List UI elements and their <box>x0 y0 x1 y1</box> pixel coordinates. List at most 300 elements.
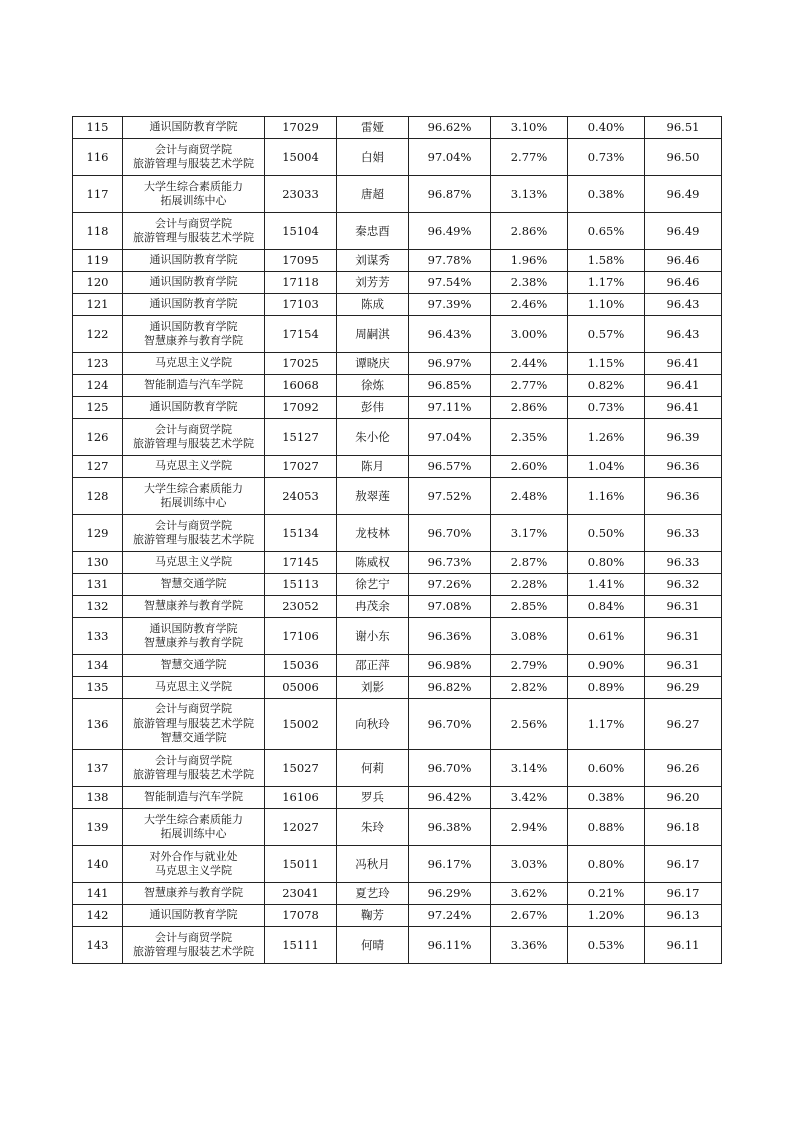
college-cell <box>123 139 265 176</box>
ranking-table <box>72 116 722 964</box>
id-cell: 16068 <box>265 375 337 397</box>
table-row <box>73 787 722 809</box>
college-line: 会计与商贸学院 <box>155 753 232 767</box>
name-cell: 邵正萍 <box>337 655 409 677</box>
percent-cell-2: 2.48% <box>491 478 568 515</box>
table-row <box>73 699 722 750</box>
percent-cell-3: 0.50% <box>568 515 645 552</box>
rank-cell: 127 <box>73 456 123 478</box>
college-line: 拓展训练中心 <box>160 496 227 509</box>
college-cell <box>123 699 265 750</box>
name-cell: 何莉 <box>337 750 409 787</box>
college-line: 智慧康养与教育学院 <box>144 599 243 613</box>
name-cell: 谭晓庆 <box>337 353 409 375</box>
percent-cell-1: 96.73% <box>409 552 491 574</box>
score-cell: 96.36 <box>645 478 722 515</box>
rank-cell: 132 <box>73 596 123 618</box>
rank-cell: 119 <box>73 250 123 272</box>
college-cell <box>123 176 265 213</box>
score-cell: 96.11 <box>645 927 722 964</box>
table-row <box>73 419 722 456</box>
id-cell: 17118 <box>265 272 337 294</box>
rank-cell: 140 <box>73 846 123 883</box>
rank-cell: 137 <box>73 750 123 787</box>
name-cell: 谢小东 <box>337 618 409 655</box>
percent-cell-1: 96.82% <box>409 677 491 699</box>
college-line: 会计与商贸学院 <box>155 930 232 944</box>
percent-cell-1: 96.17% <box>409 846 491 883</box>
rank-cell: 143 <box>73 927 123 964</box>
percent-cell-1: 96.36% <box>409 618 491 655</box>
percent-cell-1: 97.04% <box>409 139 491 176</box>
college-cell <box>123 787 265 809</box>
table-body <box>73 117 722 964</box>
name-cell: 徐炼 <box>337 375 409 397</box>
table-row <box>73 294 722 316</box>
percent-cell-3: 0.53% <box>568 927 645 964</box>
table-row <box>73 905 722 927</box>
rank-cell: 142 <box>73 905 123 927</box>
percent-cell-3: 0.82% <box>568 375 645 397</box>
college-line: 通识国防教育学院 <box>149 120 238 134</box>
percent-cell-3: 1.17% <box>568 699 645 750</box>
rank-cell: 138 <box>73 787 123 809</box>
college-cell <box>123 677 265 699</box>
college-cell <box>123 618 265 655</box>
percent-cell-2: 2.60% <box>491 456 568 478</box>
name-cell: 罗兵 <box>337 787 409 809</box>
score-cell: 96.36 <box>645 456 722 478</box>
id-cell: 12027 <box>265 809 337 846</box>
percent-cell-3: 0.73% <box>568 139 645 176</box>
name-cell: 陈威权 <box>337 552 409 574</box>
percent-cell-2: 3.13% <box>491 176 568 213</box>
id-cell: 17145 <box>265 552 337 574</box>
percent-cell-3: 0.73% <box>568 397 645 419</box>
name-cell: 陈成 <box>337 294 409 316</box>
rank-cell: 133 <box>73 618 123 655</box>
name-cell: 唐超 <box>337 176 409 213</box>
college-line: 马克思主义学院 <box>155 356 232 370</box>
name-cell: 敖翠莲 <box>337 478 409 515</box>
percent-cell-2: 2.28% <box>491 574 568 596</box>
percent-cell-1: 96.87% <box>409 176 491 213</box>
college-line: 会计与商贸学院 <box>155 142 232 156</box>
college-cell <box>123 353 265 375</box>
name-cell: 彭伟 <box>337 397 409 419</box>
percent-cell-3: 0.38% <box>568 176 645 213</box>
percent-cell-2: 2.46% <box>491 294 568 316</box>
college-line: 大学生综合素质能力 <box>144 812 243 826</box>
college-line: 旅游管理与服装艺术学院 <box>133 768 254 781</box>
id-cell: 17103 <box>265 294 337 316</box>
name-cell: 刘芳芳 <box>337 272 409 294</box>
college-line: 会计与商贸学院 <box>155 702 232 716</box>
id-cell: 23041 <box>265 883 337 905</box>
percent-cell-1: 97.11% <box>409 397 491 419</box>
college-line: 拓展训练中心 <box>160 827 227 840</box>
rank-cell: 136 <box>73 699 123 750</box>
rank-cell: 128 <box>73 478 123 515</box>
percent-cell-1: 96.62% <box>409 117 491 139</box>
college-line: 马克思主义学院 <box>155 555 232 569</box>
college-line: 马克思主义学院 <box>155 680 232 694</box>
percent-cell-3: 0.88% <box>568 809 645 846</box>
percent-cell-1: 97.24% <box>409 905 491 927</box>
college-line: 大学生综合素质能力 <box>144 179 243 193</box>
college-cell <box>123 596 265 618</box>
college-line: 智能制造与汽车学院 <box>144 378 243 392</box>
percent-cell-1: 97.78% <box>409 250 491 272</box>
percent-cell-3: 0.90% <box>568 655 645 677</box>
percent-cell-2: 2.79% <box>491 655 568 677</box>
id-cell: 15104 <box>265 213 337 250</box>
name-cell: 何晴 <box>337 927 409 964</box>
percent-cell-1: 96.70% <box>409 750 491 787</box>
name-cell: 秦忠酉 <box>337 213 409 250</box>
percent-cell-3: 1.41% <box>568 574 645 596</box>
college-line: 通识国防教育学院 <box>149 621 238 635</box>
percent-cell-2: 3.17% <box>491 515 568 552</box>
rank-cell: 122 <box>73 316 123 353</box>
score-cell: 96.33 <box>645 515 722 552</box>
rank-cell: 116 <box>73 139 123 176</box>
table-row <box>73 139 722 176</box>
percent-cell-2: 2.86% <box>491 397 568 419</box>
score-cell: 96.13 <box>645 905 722 927</box>
percent-cell-3: 0.65% <box>568 213 645 250</box>
table-row <box>73 250 722 272</box>
name-cell: 周嗣淇 <box>337 316 409 353</box>
college-line: 智慧交通学院 <box>160 577 227 591</box>
name-cell: 朱玲 <box>337 809 409 846</box>
college-line: 通识国防教育学院 <box>149 400 238 414</box>
percent-cell-1: 97.52% <box>409 478 491 515</box>
percent-cell-2: 2.77% <box>491 139 568 176</box>
percent-cell-3: 1.58% <box>568 250 645 272</box>
percent-cell-3: 1.26% <box>568 419 645 456</box>
name-cell: 徐艺宁 <box>337 574 409 596</box>
name-cell: 龙枝林 <box>337 515 409 552</box>
table-row <box>73 272 722 294</box>
rank-cell: 115 <box>73 117 123 139</box>
college-cell <box>123 750 265 787</box>
percent-cell-3: 0.80% <box>568 846 645 883</box>
percent-cell-2: 2.38% <box>491 272 568 294</box>
percent-cell-2: 3.42% <box>491 787 568 809</box>
table-row <box>73 883 722 905</box>
college-cell <box>123 250 265 272</box>
percent-cell-2: 3.10% <box>491 117 568 139</box>
percent-cell-2: 2.86% <box>491 213 568 250</box>
table-row <box>73 809 722 846</box>
score-cell: 96.43 <box>645 294 722 316</box>
percent-cell-1: 96.70% <box>409 699 491 750</box>
rank-cell: 118 <box>73 213 123 250</box>
score-cell: 96.29 <box>645 677 722 699</box>
percent-cell-3: 1.15% <box>568 353 645 375</box>
name-cell: 朱小伦 <box>337 419 409 456</box>
table-row <box>73 397 722 419</box>
score-cell: 96.46 <box>645 272 722 294</box>
name-cell: 向秋玲 <box>337 699 409 750</box>
percent-cell-2: 2.77% <box>491 375 568 397</box>
name-cell: 夏艺玲 <box>337 883 409 905</box>
college-line: 通识国防教育学院 <box>149 253 238 267</box>
id-cell: 15011 <box>265 846 337 883</box>
score-cell: 96.41 <box>645 353 722 375</box>
rank-cell: 121 <box>73 294 123 316</box>
college-cell <box>123 375 265 397</box>
score-cell: 96.50 <box>645 139 722 176</box>
score-cell: 96.33 <box>645 552 722 574</box>
table-row <box>73 478 722 515</box>
college-cell <box>123 478 265 515</box>
college-line: 智能制造与汽车学院 <box>144 790 243 804</box>
score-cell: 96.31 <box>645 618 722 655</box>
table-row <box>73 375 722 397</box>
percent-cell-3: 1.04% <box>568 456 645 478</box>
score-cell: 96.49 <box>645 176 722 213</box>
college-cell <box>123 213 265 250</box>
college-cell <box>123 316 265 353</box>
percent-cell-3: 1.20% <box>568 905 645 927</box>
percent-cell-2: 2.82% <box>491 677 568 699</box>
college-line: 通识国防教育学院 <box>149 908 238 922</box>
college-cell <box>123 419 265 456</box>
percent-cell-1: 97.08% <box>409 596 491 618</box>
percent-cell-1: 96.29% <box>409 883 491 905</box>
id-cell: 17027 <box>265 456 337 478</box>
id-cell: 16106 <box>265 787 337 809</box>
rank-cell: 130 <box>73 552 123 574</box>
score-cell: 96.32 <box>645 574 722 596</box>
percent-cell-3: 0.89% <box>568 677 645 699</box>
rank-cell: 139 <box>73 809 123 846</box>
percent-cell-2: 2.85% <box>491 596 568 618</box>
rank-cell: 141 <box>73 883 123 905</box>
college-cell <box>123 883 265 905</box>
percent-cell-3: 1.10% <box>568 294 645 316</box>
college-line: 智慧交通学院 <box>160 731 227 745</box>
id-cell: 17095 <box>265 250 337 272</box>
college-line: 大学生综合素质能力 <box>144 481 243 495</box>
table-row <box>73 117 722 139</box>
name-cell: 冯秋月 <box>337 846 409 883</box>
percent-cell-1: 96.43% <box>409 316 491 353</box>
percent-cell-2: 1.96% <box>491 250 568 272</box>
percent-cell-3: 0.80% <box>568 552 645 574</box>
percent-cell-2: 3.00% <box>491 316 568 353</box>
college-line: 会计与商贸学院 <box>155 422 232 436</box>
college-line: 旅游管理与服装艺术学院 <box>133 716 254 730</box>
rank-cell: 125 <box>73 397 123 419</box>
percent-cell-3: 0.84% <box>568 596 645 618</box>
college-cell <box>123 397 265 419</box>
percent-cell-1: 97.04% <box>409 419 491 456</box>
id-cell: 17025 <box>265 353 337 375</box>
table-row <box>73 456 722 478</box>
id-cell: 15036 <box>265 655 337 677</box>
table-row <box>73 552 722 574</box>
college-cell <box>123 655 265 677</box>
rank-cell: 124 <box>73 375 123 397</box>
rank-cell: 134 <box>73 655 123 677</box>
percent-cell-2: 3.62% <box>491 883 568 905</box>
id-cell: 15002 <box>265 699 337 750</box>
table-row <box>73 316 722 353</box>
college-cell <box>123 272 265 294</box>
college-cell <box>123 846 265 883</box>
rank-cell: 120 <box>73 272 123 294</box>
college-line: 通识国防教育学院 <box>149 275 238 289</box>
percent-cell-3: 0.61% <box>568 618 645 655</box>
college-cell <box>123 809 265 846</box>
college-line: 通识国防教育学院 <box>149 319 238 333</box>
college-cell <box>123 117 265 139</box>
rank-cell: 117 <box>73 176 123 213</box>
table-row <box>73 353 722 375</box>
percent-cell-1: 96.98% <box>409 655 491 677</box>
table-row <box>73 677 722 699</box>
college-line: 旅游管理与服装艺术学院 <box>133 533 254 546</box>
score-cell: 96.41 <box>645 375 722 397</box>
percent-cell-1: 96.11% <box>409 927 491 964</box>
college-line: 旅游管理与服装艺术学院 <box>133 437 254 450</box>
id-cell: 05006 <box>265 677 337 699</box>
table-row <box>73 655 722 677</box>
college-line: 旅游管理与服装艺术学院 <box>133 231 254 244</box>
name-cell: 陈月 <box>337 456 409 478</box>
percent-cell-3: 1.17% <box>568 272 645 294</box>
percent-cell-2: 2.94% <box>491 809 568 846</box>
college-cell <box>123 515 265 552</box>
id-cell: 15027 <box>265 750 337 787</box>
college-line: 旅游管理与服装艺术学院 <box>133 157 254 170</box>
college-line: 会计与商贸学院 <box>155 518 232 532</box>
college-cell <box>123 456 265 478</box>
id-cell: 17029 <box>265 117 337 139</box>
rank-cell: 126 <box>73 419 123 456</box>
rank-cell: 135 <box>73 677 123 699</box>
table-row <box>73 574 722 596</box>
percent-cell-2: 3.08% <box>491 618 568 655</box>
percent-cell-2: 3.03% <box>491 846 568 883</box>
table-row <box>73 515 722 552</box>
percent-cell-2: 2.67% <box>491 905 568 927</box>
score-cell: 96.43 <box>645 316 722 353</box>
id-cell: 23033 <box>265 176 337 213</box>
score-cell: 96.41 <box>645 397 722 419</box>
name-cell: 雷娅 <box>337 117 409 139</box>
college-line: 智慧康养与教育学院 <box>144 334 243 347</box>
percent-cell-1: 97.26% <box>409 574 491 596</box>
percent-cell-2: 2.56% <box>491 699 568 750</box>
table-row <box>73 927 722 964</box>
college-line: 拓展训练中心 <box>160 194 227 207</box>
table-row <box>73 213 722 250</box>
percent-cell-2: 2.44% <box>491 353 568 375</box>
name-cell: 刘谋秀 <box>337 250 409 272</box>
table-row <box>73 176 722 213</box>
percent-cell-3: 0.21% <box>568 883 645 905</box>
score-cell: 96.51 <box>645 117 722 139</box>
percent-cell-1: 96.97% <box>409 353 491 375</box>
percent-cell-2: 3.36% <box>491 927 568 964</box>
table-row <box>73 846 722 883</box>
percent-cell-2: 2.87% <box>491 552 568 574</box>
score-cell: 96.46 <box>645 250 722 272</box>
id-cell: 15134 <box>265 515 337 552</box>
name-cell: 鞠芳 <box>337 905 409 927</box>
college-line: 会计与商贸学院 <box>155 216 232 230</box>
id-cell: 24053 <box>265 478 337 515</box>
score-cell: 96.20 <box>645 787 722 809</box>
college-line: 通识国防教育学院 <box>149 297 238 311</box>
id-cell: 17078 <box>265 905 337 927</box>
percent-cell-1: 96.42% <box>409 787 491 809</box>
percent-cell-3: 0.60% <box>568 750 645 787</box>
id-cell: 15127 <box>265 419 337 456</box>
score-cell: 96.26 <box>645 750 722 787</box>
college-cell <box>123 294 265 316</box>
college-line: 智慧交通学院 <box>160 658 227 672</box>
college-line: 智慧康养与教育学院 <box>144 886 243 900</box>
college-cell <box>123 927 265 964</box>
percent-cell-1: 96.85% <box>409 375 491 397</box>
percent-cell-1: 96.57% <box>409 456 491 478</box>
college-line: 旅游管理与服装艺术学院 <box>133 945 254 958</box>
id-cell: 15113 <box>265 574 337 596</box>
percent-cell-3: 0.57% <box>568 316 645 353</box>
id-cell: 17106 <box>265 618 337 655</box>
id-cell: 17154 <box>265 316 337 353</box>
college-cell <box>123 574 265 596</box>
name-cell: 白娟 <box>337 139 409 176</box>
id-cell: 17092 <box>265 397 337 419</box>
id-cell: 15004 <box>265 139 337 176</box>
college-line: 马克思主义学院 <box>155 864 232 877</box>
percent-cell-3: 0.38% <box>568 787 645 809</box>
score-cell: 96.39 <box>645 419 722 456</box>
college-line: 智慧康养与教育学院 <box>144 636 243 649</box>
score-cell: 96.31 <box>645 596 722 618</box>
table-row <box>73 618 722 655</box>
rank-cell: 129 <box>73 515 123 552</box>
score-cell: 96.49 <box>645 213 722 250</box>
percent-cell-1: 97.54% <box>409 272 491 294</box>
name-cell: 冉茂余 <box>337 596 409 618</box>
score-cell: 96.18 <box>645 809 722 846</box>
percent-cell-2: 2.35% <box>491 419 568 456</box>
percent-cell-3: 1.16% <box>568 478 645 515</box>
score-cell: 96.27 <box>645 699 722 750</box>
score-cell: 96.17 <box>645 846 722 883</box>
percent-cell-1: 96.38% <box>409 809 491 846</box>
score-cell: 96.31 <box>645 655 722 677</box>
score-cell: 96.17 <box>645 883 722 905</box>
rank-cell: 123 <box>73 353 123 375</box>
table-row <box>73 596 722 618</box>
table-row <box>73 750 722 787</box>
college-cell <box>123 905 265 927</box>
percent-cell-3: 0.40% <box>568 117 645 139</box>
percent-cell-2: 3.14% <box>491 750 568 787</box>
id-cell: 23052 <box>265 596 337 618</box>
id-cell: 15111 <box>265 927 337 964</box>
percent-cell-1: 96.49% <box>409 213 491 250</box>
college-line: 马克思主义学院 <box>155 459 232 473</box>
